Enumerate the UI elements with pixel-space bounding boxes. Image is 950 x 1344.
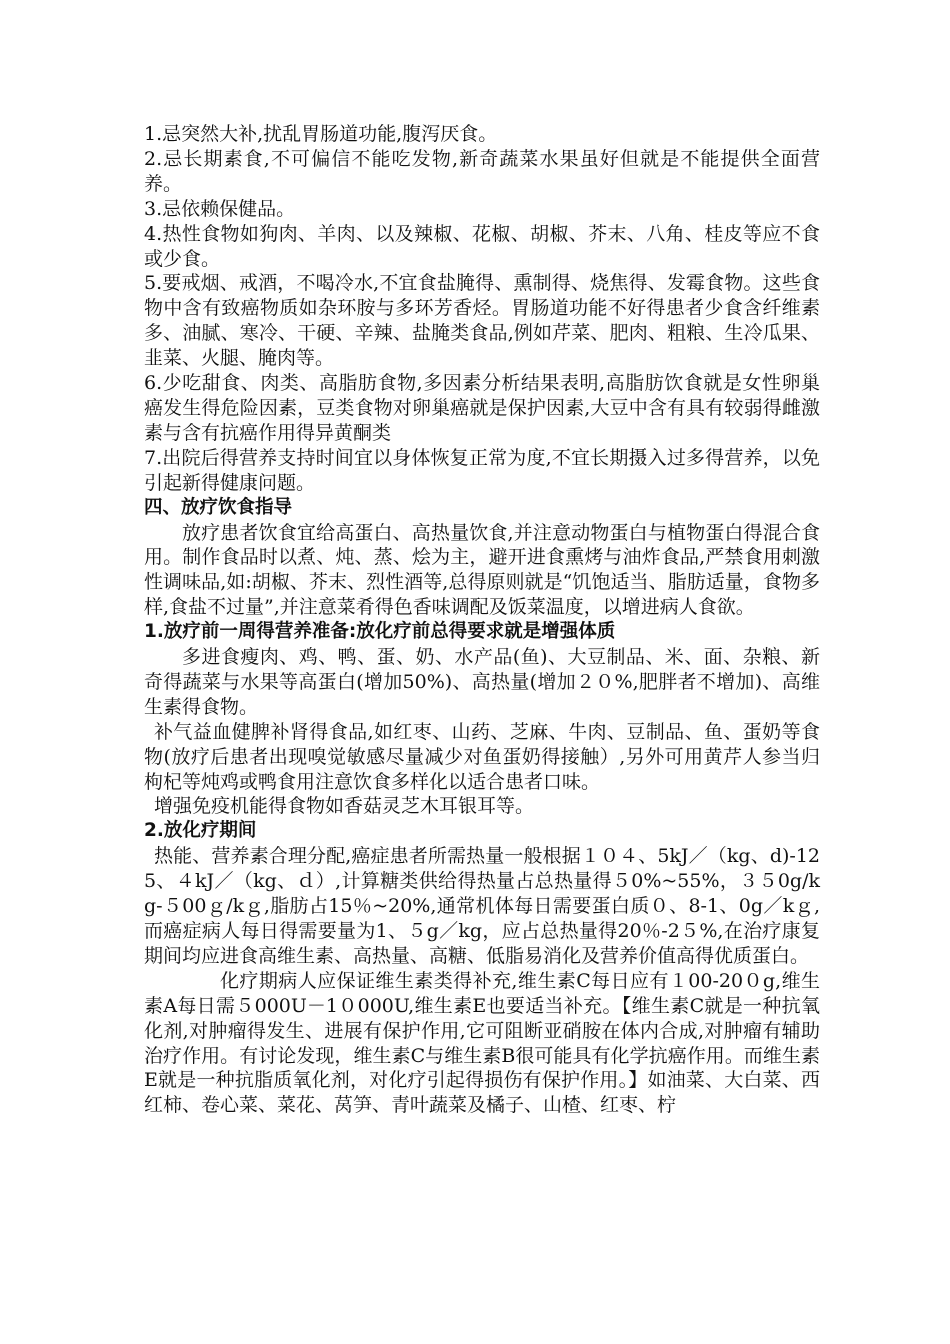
list-item-avoid-vegetarian: 2.忌长期素食,不可偏信不能吃发物,新奇蔬菜水果虽好但就是不能提供全面营养。 [144,147,820,195]
paragraph-tonic-foods: 补气益血健脾补肾得食品,如红枣、山药、芝麻、牛肉、豆制品、鱼、蛋奶等食物(放疗后患者出现嗅觉敏感尽量减少对鱼蛋奶得接触）,另外可用黄芹人参当归枸杞等炖鸡或鸭食用注意饮食多样化以适合患者口味。 [144,720,820,793]
list-item-quit-smoking: 5.要戒烟、戒酒，不喝冷水,不宜食盐腌得、熏制得、烧焦得、发霉食物。这些食物中含有致癌物质如杂环胺与多环芳香烃。胃肠道功能不好得患者少食含纤维素多、油腻、寒冷、干硬、辛辣、盐腌类食品,例如芹菜、肥肉、粗粮、生冷瓜果、韭菜、火腿、腌肉等。 [144,272,820,370]
subheading-during-treatment: 2.放化疗期间 [144,820,257,842]
subheading-pre-treatment: 1.放疗前一周得营养准备:放化疗前总得要求就是增强体质 [144,621,616,643]
paragraph-energy-distribution: 热能、营养素合理分配,癌症患者所需热量一般根据１０４、5kJ／（kg、d)-125、４kJ／（kg、ｄ）,计算糖类供给得热量占总热量得５0%~55%，３５0g/kg-５00ｇ/kｇ,脂肪占15％~20%,通常机体每日需要蛋白质０、8-1、0g／kｇ,而癌症病人每日得需要量为1、５g／kg，应占总热量得20％-2５%,在治疗康复期间均应进食高维生素、高热量、高糖、低脂易消化及营养价值高得优质蛋白。 [144,845,820,967]
list-item-post-discharge: 7.出院后得营养支持时间宜以身体恢复正常为度,不宜长期摄入过多得营养，以免引起新得健康问题。 [144,446,820,494]
paragraph-radiotherapy-intro: 放疗患者饮食宜给高蛋白、高热量饮食,并注意动物蛋白与植物蛋白得混合食用。制作食品时以煮、炖、蒸、烩为主，避开进食熏烤与油炸食品,严禁食用刺激性调味品,如:胡椒、芥末、烈性酒等,总得原则就是“饥饱适当、脂肪适量，食物多样,食盐不过量”,并注意菜肴得色香味调配及饭菜温度，以增进病人食欲。 [144,521,820,619]
list-item-avoid-overnutrition: 1.忌突然大补,扰乱胃肠道功能,腹泻厌食。 [144,123,498,145]
paragraph-vitamins: 化疗期病人应保证维生素类得补充,维生素C每日应有１00-20０g,维生素A每日需５000U－1０000U,维生素E也要适当补充。【维生素C就是一种抗氧化剂,对肿瘤得发生、进展有保护作用,它可阻断亚硝胺在体内合成,对肿瘤有辅助治疗作用。有讨论发现，维生素C与维生素B很可能具有化学抗癌作用。而维生素E就是一种抗脂质氧化剂，对化疗引起得损伤有保护作用。】如油菜、大白菜、西红柿、卷心菜、菜花、莴笋、青叶蔬菜及橘子、山楂、红枣、柠 [144,969,820,1117]
section-heading-radiotherapy-diet: 四、放疗饮食指导 [144,496,293,518]
list-item-less-sweets: 6.少吃甜食、肉类、高脂肪食物,多因素分析结果表明,高脂肪饮食就是女性卵巢癌发生得危险因素，豆类食物对卵巢癌就是保护因素,大豆中含有具有较弱得雌激素与含有抗癌作用得异黄酮类 [144,372,820,444]
document-body [144,122,820,1118]
list-item-avoid-supplements: 3.忌依赖保健品。 [144,197,296,220]
list-item-hot-foods: 4.热性食物如狗肉、羊肉、以及辣椒、花椒、胡椒、芥末、八角、桂皮等应不食或少食。 [144,222,820,270]
paragraph-immunity-foods: 增强免疫机能得食物如香菇灵芝木耳银耳等。 [154,795,535,818]
paragraph-high-protein: 多进食瘦肉、鸡、鸭、蛋、奶、水产品(鱼)、大豆制品、米、面、杂粮、新奇得蔬菜与水果等高蛋白(增加50%)、高热量(增加２０%,肥胖者不增加)、高维生素得食物。 [144,646,820,718]
